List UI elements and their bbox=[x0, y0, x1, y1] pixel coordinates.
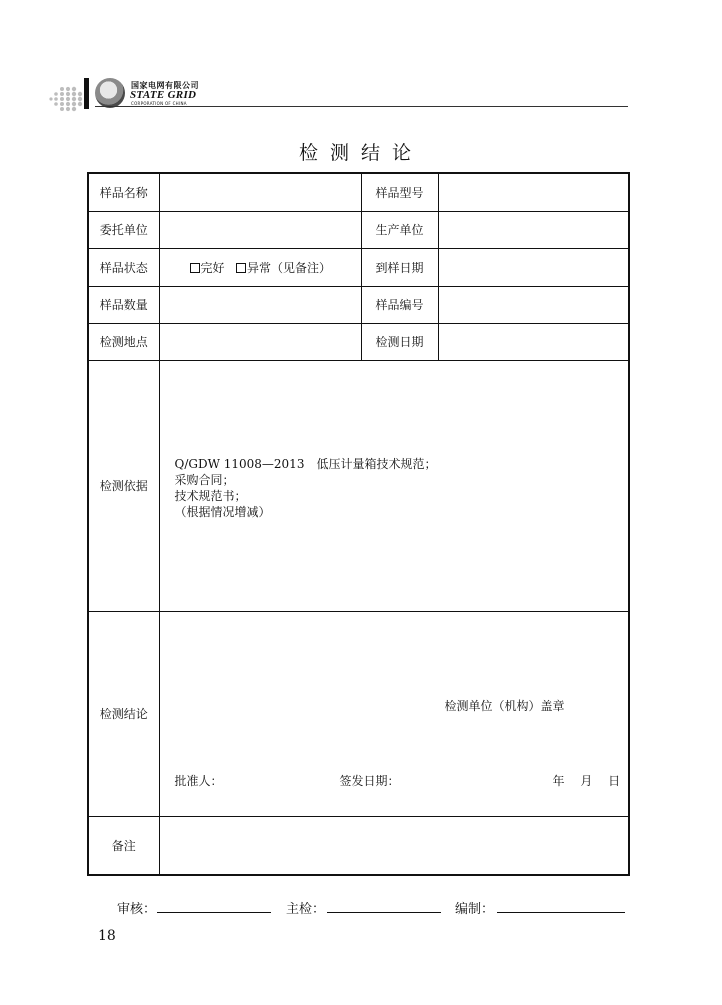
approver-label: 批准人： bbox=[174, 773, 223, 788]
sample-no-label: 样品编号 bbox=[361, 286, 438, 323]
arrival-date-label: 到样日期 bbox=[361, 248, 438, 286]
intact-option-label: 完好 bbox=[200, 260, 225, 275]
remarks-field[interactable] bbox=[159, 816, 629, 875]
test-conclusion-form bbox=[87, 172, 630, 876]
company-name-en: STATE GRID bbox=[130, 89, 197, 101]
test-site-field[interactable] bbox=[159, 323, 361, 360]
compiler-signature-line[interactable] bbox=[497, 912, 625, 913]
page-number: 18 bbox=[98, 928, 116, 944]
inspector-signature-line[interactable] bbox=[327, 912, 441, 913]
review-label: 审核： bbox=[117, 902, 157, 917]
sample-status-options bbox=[159, 248, 361, 286]
conclusion-cell[interactable] bbox=[159, 611, 629, 816]
sample-qty-field[interactable] bbox=[159, 286, 361, 323]
basis-text bbox=[175, 456, 437, 520]
basis-line: 采购合同； bbox=[174, 472, 235, 487]
basis-line: Q/GDW 11008—2013 低压计量箱技术规范； bbox=[174, 456, 437, 471]
arrival-date-field[interactable] bbox=[438, 248, 629, 286]
manufacturer-label: 生产单位 bbox=[361, 211, 438, 248]
inspector-label: 主检： bbox=[286, 902, 326, 917]
intact-checkbox[interactable] bbox=[190, 263, 200, 273]
issue-date-label: 签发日期： bbox=[339, 773, 400, 788]
basis-line: （根据情况增减） bbox=[174, 504, 271, 519]
header-divider bbox=[95, 106, 628, 107]
abnormal-option-label: 异常（见备注） bbox=[246, 260, 331, 275]
test-site-label: 检测地点 bbox=[88, 323, 159, 360]
sample-no-field[interactable] bbox=[438, 286, 629, 323]
state-grid-logo-icon bbox=[95, 78, 125, 108]
header-bar bbox=[84, 78, 89, 109]
company-subtitle: CORPORATION OF CHINA bbox=[131, 101, 187, 106]
sample-name-field[interactable] bbox=[159, 173, 361, 211]
basis-cell[interactable] bbox=[159, 360, 629, 611]
sample-qty-label: 样品数量 bbox=[88, 286, 159, 323]
test-date-label: 检测日期 bbox=[361, 323, 438, 360]
compiler-label: 编制： bbox=[455, 902, 495, 917]
abnormal-checkbox[interactable] bbox=[236, 263, 246, 273]
client-field[interactable] bbox=[159, 211, 361, 248]
basis-label: 检测依据 bbox=[88, 360, 159, 611]
test-date-field[interactable] bbox=[438, 323, 629, 360]
sample-status-label: 样品状态 bbox=[88, 248, 159, 286]
seal-text: 检测单位（机构）盖章 bbox=[444, 698, 565, 713]
year-month-day: 年 月 日 bbox=[552, 773, 621, 788]
review-signature-line[interactable] bbox=[157, 912, 271, 913]
conclusion-label: 检测结论 bbox=[88, 611, 159, 816]
client-label: 委托单位 bbox=[88, 211, 159, 248]
page-title: 检测结论 bbox=[298, 142, 423, 164]
sample-name-label: 样品名称 bbox=[88, 173, 159, 211]
manufacturer-field[interactable] bbox=[438, 211, 629, 248]
remarks-label: 备注 bbox=[88, 816, 159, 875]
decorative-dots-icon bbox=[48, 84, 84, 114]
sample-model-field[interactable] bbox=[438, 173, 629, 211]
basis-line: 技术规范书； bbox=[174, 488, 247, 503]
sample-model-label: 样品型号 bbox=[361, 173, 438, 211]
company-name-cn: 国家电网有限公司 bbox=[131, 81, 199, 90]
